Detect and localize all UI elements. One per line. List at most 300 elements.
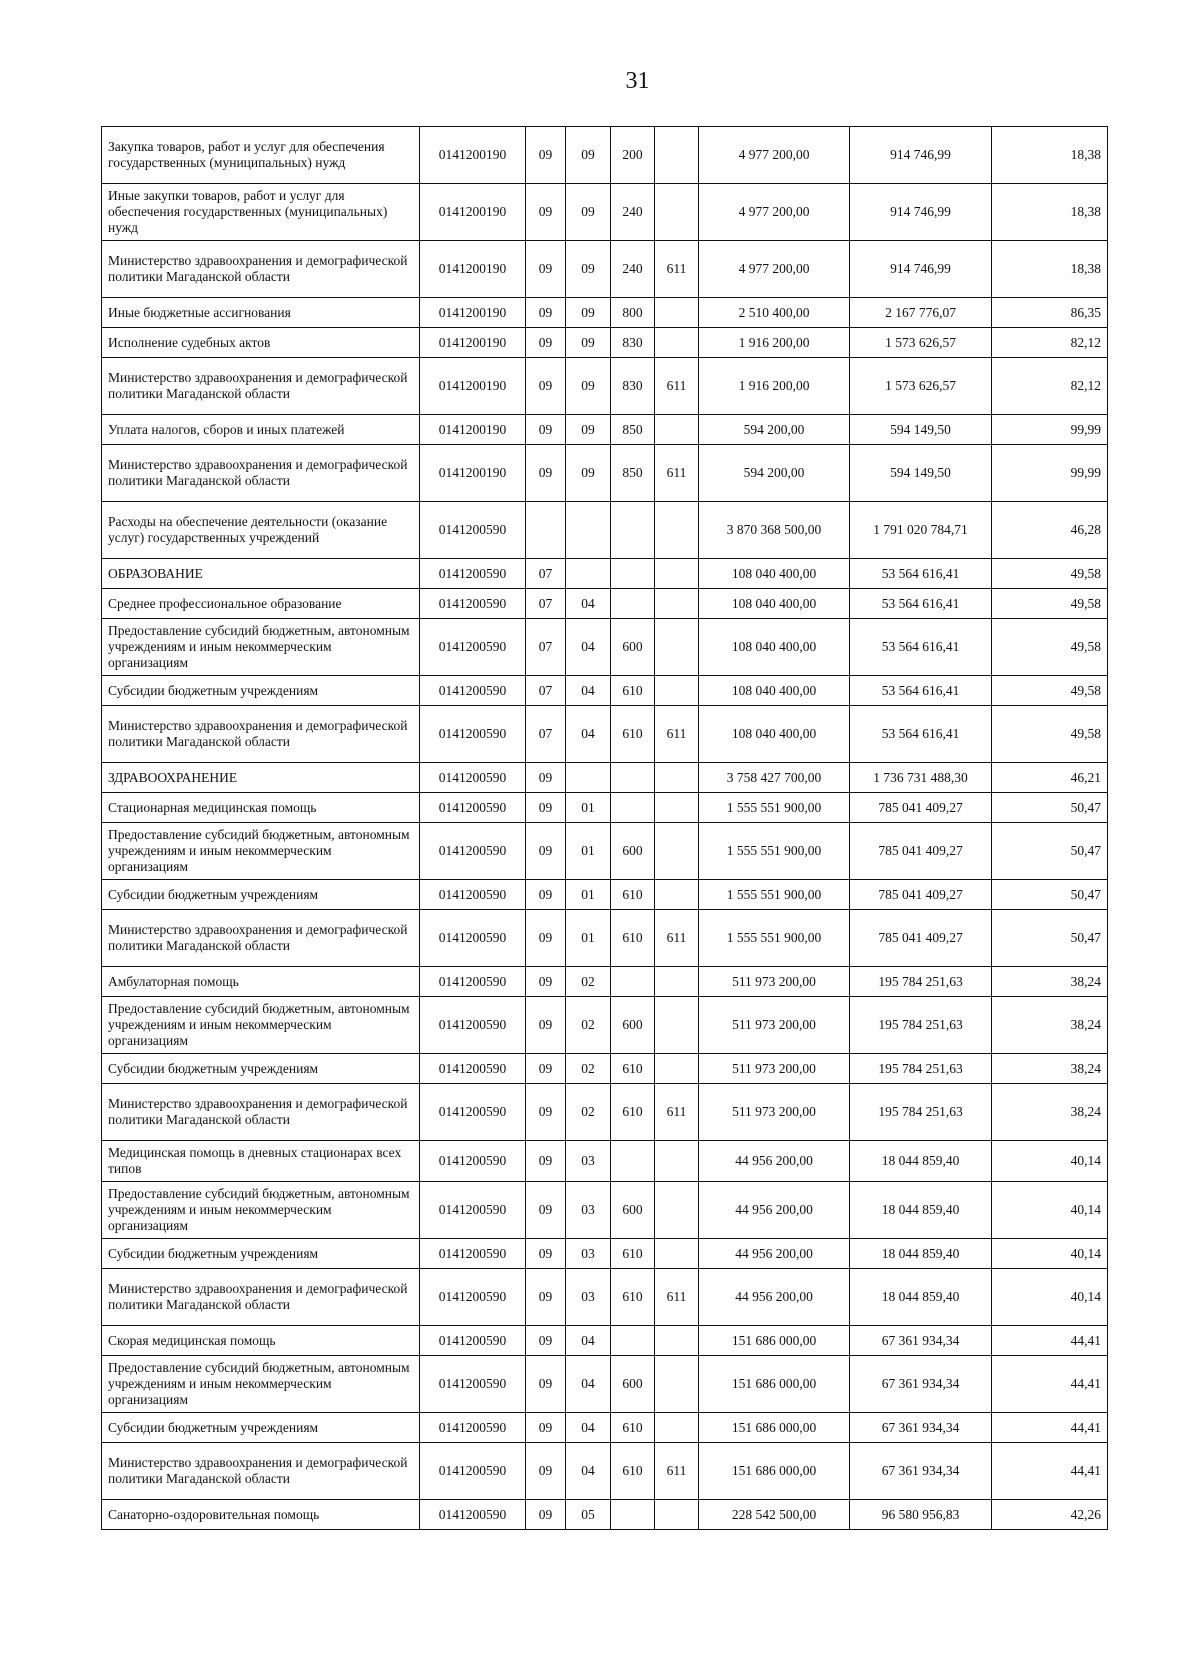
row-section-cell: 09 xyxy=(526,298,566,328)
row-admin-code-cell xyxy=(655,793,699,823)
row-executed-cell: 914 746,99 xyxy=(850,127,992,184)
row-executed-cell: 96 580 956,83 xyxy=(850,1500,992,1530)
row-expense-type-cell xyxy=(611,502,655,559)
row-subsection-cell: 09 xyxy=(566,358,611,415)
row-planned-cell: 1 555 551 900,00 xyxy=(699,793,850,823)
row-percent-cell: 38,24 xyxy=(992,967,1108,997)
row-admin-code-cell xyxy=(655,589,699,619)
row-admin-code-cell xyxy=(655,676,699,706)
table-row xyxy=(102,1443,1108,1500)
row-expense-type-cell: 240 xyxy=(611,184,655,241)
row-code-cell: 0141200590 xyxy=(420,1182,526,1239)
row-code-cell: 0141200590 xyxy=(420,589,526,619)
row-code-cell: 0141200590 xyxy=(420,823,526,880)
row-executed-cell: 195 784 251,63 xyxy=(850,1084,992,1141)
row-executed-cell: 53 564 616,41 xyxy=(850,589,992,619)
row-code-cell: 0141200590 xyxy=(420,880,526,910)
row-executed-cell: 18 044 859,40 xyxy=(850,1239,992,1269)
row-code-cell: 0141200590 xyxy=(420,619,526,676)
row-planned-cell: 1 555 551 900,00 xyxy=(699,823,850,880)
table-row xyxy=(102,1356,1108,1413)
row-section-cell: 09 xyxy=(526,445,566,502)
row-admin-code-cell xyxy=(655,823,699,880)
row-executed-cell: 594 149,50 xyxy=(850,415,992,445)
row-section-cell: 09 xyxy=(526,241,566,298)
table-row xyxy=(102,298,1108,328)
row-name-cell: Министерство здравоохранения и демографической политики Магаданской области xyxy=(102,358,420,415)
row-planned-cell: 1 916 200,00 xyxy=(699,358,850,415)
row-executed-cell: 785 041 409,27 xyxy=(850,823,992,880)
row-code-cell: 0141200590 xyxy=(420,763,526,793)
row-code-cell: 0141200190 xyxy=(420,358,526,415)
row-name-cell: Субсидии бюджетным учреждениям xyxy=(102,1054,420,1084)
row-percent-cell: 50,47 xyxy=(992,793,1108,823)
row-expense-type-cell xyxy=(611,1500,655,1530)
row-percent-cell: 49,58 xyxy=(992,619,1108,676)
table-row xyxy=(102,184,1108,241)
row-subsection-cell: 04 xyxy=(566,706,611,763)
row-percent-cell: 44,41 xyxy=(992,1356,1108,1413)
budget-table xyxy=(101,126,1108,1530)
row-section-cell: 09 xyxy=(526,1500,566,1530)
row-expense-type-cell: 610 xyxy=(611,1054,655,1084)
row-name-cell: Субсидии бюджетным учреждениям xyxy=(102,676,420,706)
row-name-cell: Министерство здравоохранения и демографической политики Магаданской области xyxy=(102,241,420,298)
row-admin-code-cell xyxy=(655,967,699,997)
row-expense-type-cell: 610 xyxy=(611,880,655,910)
row-subsection-cell: 09 xyxy=(566,445,611,502)
row-planned-cell: 511 973 200,00 xyxy=(699,997,850,1054)
row-planned-cell: 108 040 400,00 xyxy=(699,619,850,676)
row-name-cell: Предоставление субсидий бюджетным, автономным учреждениям и иным некоммерческим организациям xyxy=(102,997,420,1054)
row-name-cell: Министерство здравоохранения и демографической политики Магаданской области xyxy=(102,445,420,502)
row-expense-type-cell: 850 xyxy=(611,415,655,445)
row-percent-cell: 44,41 xyxy=(992,1413,1108,1443)
row-name-cell: ОБРАЗОВАНИЕ xyxy=(102,559,420,589)
row-executed-cell: 18 044 859,40 xyxy=(850,1182,992,1239)
table-row xyxy=(102,1413,1108,1443)
row-percent-cell: 50,47 xyxy=(992,880,1108,910)
row-admin-code-cell xyxy=(655,1141,699,1182)
row-percent-cell: 38,24 xyxy=(992,1054,1108,1084)
row-executed-cell: 1 736 731 488,30 xyxy=(850,763,992,793)
row-percent-cell: 44,41 xyxy=(992,1443,1108,1500)
table-row xyxy=(102,358,1108,415)
row-section-cell: 09 xyxy=(526,1239,566,1269)
row-expense-type-cell xyxy=(611,793,655,823)
table-row xyxy=(102,502,1108,559)
row-planned-cell: 228 542 500,00 xyxy=(699,1500,850,1530)
row-admin-code-cell: 611 xyxy=(655,358,699,415)
row-admin-code-cell xyxy=(655,298,699,328)
row-percent-cell: 40,14 xyxy=(992,1141,1108,1182)
table-row xyxy=(102,445,1108,502)
table-row xyxy=(102,241,1108,298)
row-percent-cell: 99,99 xyxy=(992,415,1108,445)
row-name-cell: Министерство здравоохранения и демографической политики Магаданской области xyxy=(102,1443,420,1500)
row-planned-cell: 44 956 200,00 xyxy=(699,1239,850,1269)
row-subsection-cell: 09 xyxy=(566,241,611,298)
row-percent-cell: 82,12 xyxy=(992,328,1108,358)
table-row xyxy=(102,1054,1108,1084)
row-expense-type-cell: 600 xyxy=(611,619,655,676)
row-expense-type-cell: 610 xyxy=(611,1443,655,1500)
row-executed-cell: 53 564 616,41 xyxy=(850,706,992,763)
row-admin-code-cell xyxy=(655,502,699,559)
row-planned-cell: 108 040 400,00 xyxy=(699,589,850,619)
row-code-cell: 0141200590 xyxy=(420,1356,526,1413)
row-name-cell: Расходы на обеспечение деятельности (оказание услуг) государственных учреждений xyxy=(102,502,420,559)
row-section-cell: 07 xyxy=(526,676,566,706)
row-planned-cell: 511 973 200,00 xyxy=(699,967,850,997)
row-subsection-cell: 03 xyxy=(566,1269,611,1326)
row-name-cell: Министерство здравоохранения и демографической политики Магаданской области xyxy=(102,706,420,763)
row-percent-cell: 38,24 xyxy=(992,997,1108,1054)
row-name-cell: Медицинская помощь в дневных стационарах всех типов xyxy=(102,1141,420,1182)
row-expense-type-cell: 600 xyxy=(611,1182,655,1239)
table-row xyxy=(102,328,1108,358)
row-expense-type-cell: 600 xyxy=(611,823,655,880)
row-name-cell: Среднее профессиональное образование xyxy=(102,589,420,619)
row-executed-cell: 18 044 859,40 xyxy=(850,1141,992,1182)
row-section-cell: 07 xyxy=(526,589,566,619)
row-code-cell: 0141200590 xyxy=(420,1054,526,1084)
row-section-cell xyxy=(526,502,566,559)
row-executed-cell: 53 564 616,41 xyxy=(850,559,992,589)
row-percent-cell: 40,14 xyxy=(992,1182,1108,1239)
table-row xyxy=(102,127,1108,184)
table-row xyxy=(102,763,1108,793)
row-code-cell: 0141200190 xyxy=(420,328,526,358)
table-row xyxy=(102,619,1108,676)
row-percent-cell: 49,58 xyxy=(992,589,1108,619)
row-name-cell: Министерство здравоохранения и демографической политики Магаданской области xyxy=(102,1084,420,1141)
row-subsection-cell: 04 xyxy=(566,676,611,706)
row-code-cell: 0141200590 xyxy=(420,502,526,559)
row-planned-cell: 511 973 200,00 xyxy=(699,1084,850,1141)
row-code-cell: 0141200190 xyxy=(420,445,526,502)
row-percent-cell: 38,24 xyxy=(992,1084,1108,1141)
row-percent-cell: 86,35 xyxy=(992,298,1108,328)
row-executed-cell: 67 361 934,34 xyxy=(850,1326,992,1356)
row-subsection-cell: 04 xyxy=(566,1356,611,1413)
row-admin-code-cell xyxy=(655,1356,699,1413)
row-section-cell: 07 xyxy=(526,706,566,763)
row-expense-type-cell: 610 xyxy=(611,1269,655,1326)
row-expense-type-cell xyxy=(611,1326,655,1356)
row-executed-cell: 67 361 934,34 xyxy=(850,1443,992,1500)
row-subsection-cell: 01 xyxy=(566,910,611,967)
row-subsection-cell xyxy=(566,559,611,589)
row-code-cell: 0141200590 xyxy=(420,1084,526,1141)
row-percent-cell: 82,12 xyxy=(992,358,1108,415)
row-section-cell: 09 xyxy=(526,1141,566,1182)
row-executed-cell: 195 784 251,63 xyxy=(850,967,992,997)
row-section-cell: 09 xyxy=(526,415,566,445)
row-section-cell: 09 xyxy=(526,328,566,358)
table-row xyxy=(102,880,1108,910)
row-subsection-cell: 09 xyxy=(566,328,611,358)
row-executed-cell: 2 167 776,07 xyxy=(850,298,992,328)
row-expense-type-cell: 800 xyxy=(611,298,655,328)
row-code-cell: 0141200590 xyxy=(420,793,526,823)
row-subsection-cell: 04 xyxy=(566,619,611,676)
row-expense-type-cell: 610 xyxy=(611,676,655,706)
row-expense-type-cell: 610 xyxy=(611,1084,655,1141)
row-code-cell: 0141200590 xyxy=(420,1326,526,1356)
row-executed-cell: 53 564 616,41 xyxy=(850,619,992,676)
row-admin-code-cell xyxy=(655,1054,699,1084)
row-planned-cell: 108 040 400,00 xyxy=(699,559,850,589)
row-code-cell: 0141200590 xyxy=(420,1500,526,1530)
row-planned-cell: 44 956 200,00 xyxy=(699,1141,850,1182)
page-number: 31 xyxy=(625,68,650,94)
row-name-cell: Амбулаторная помощь xyxy=(102,967,420,997)
row-planned-cell: 1 555 551 900,00 xyxy=(699,910,850,967)
row-subsection-cell xyxy=(566,502,611,559)
table-row xyxy=(102,1239,1108,1269)
row-admin-code-cell: 611 xyxy=(655,241,699,298)
row-executed-cell: 1 573 626,57 xyxy=(850,328,992,358)
row-planned-cell: 108 040 400,00 xyxy=(699,676,850,706)
row-name-cell: Министерство здравоохранения и демографической политики Магаданской области xyxy=(102,910,420,967)
row-subsection-cell: 05 xyxy=(566,1500,611,1530)
row-executed-cell: 914 746,99 xyxy=(850,184,992,241)
row-expense-type-cell: 240 xyxy=(611,241,655,298)
table-row xyxy=(102,1084,1108,1141)
row-percent-cell: 46,21 xyxy=(992,763,1108,793)
row-executed-cell: 785 041 409,27 xyxy=(850,880,992,910)
row-admin-code-cell xyxy=(655,1413,699,1443)
table-row xyxy=(102,997,1108,1054)
row-subsection-cell: 02 xyxy=(566,997,611,1054)
row-subsection-cell: 01 xyxy=(566,823,611,880)
table-row xyxy=(102,1141,1108,1182)
row-code-cell: 0141200590 xyxy=(420,967,526,997)
row-admin-code-cell: 611 xyxy=(655,1084,699,1141)
row-percent-cell: 44,41 xyxy=(992,1326,1108,1356)
row-name-cell: Предоставление субсидий бюджетным, автономным учреждениям и иным некоммерческим организациям xyxy=(102,1182,420,1239)
row-name-cell: Субсидии бюджетным учреждениям xyxy=(102,1239,420,1269)
row-section-cell: 09 xyxy=(526,793,566,823)
row-subsection-cell: 03 xyxy=(566,1239,611,1269)
row-code-cell: 0141200190 xyxy=(420,241,526,298)
row-planned-cell: 594 200,00 xyxy=(699,445,850,502)
table-row xyxy=(102,1182,1108,1239)
row-section-cell: 09 xyxy=(526,997,566,1054)
row-admin-code-cell xyxy=(655,328,699,358)
row-code-cell: 0141200190 xyxy=(420,415,526,445)
table-row xyxy=(102,823,1108,880)
row-subsection-cell: 09 xyxy=(566,298,611,328)
row-expense-type-cell: 610 xyxy=(611,1413,655,1443)
row-code-cell: 0141200590 xyxy=(420,1413,526,1443)
row-subsection-cell: 01 xyxy=(566,793,611,823)
row-subsection-cell: 04 xyxy=(566,1443,611,1500)
table-row xyxy=(102,1269,1108,1326)
row-name-cell: Иные закупки товаров, работ и услуг для обеспечения государственных (муниципальных) нужд xyxy=(102,184,420,241)
row-name-cell: Предоставление субсидий бюджетным, автономным учреждениям и иным некоммерческим организациям xyxy=(102,619,420,676)
row-expense-type-cell: 610 xyxy=(611,1239,655,1269)
row-code-cell: 0141200590 xyxy=(420,676,526,706)
row-section-cell: 09 xyxy=(526,967,566,997)
row-name-cell: Предоставление субсидий бюджетным, автономным учреждениям и иным некоммерческим организациям xyxy=(102,1356,420,1413)
row-subsection-cell xyxy=(566,763,611,793)
row-planned-cell: 511 973 200,00 xyxy=(699,1054,850,1084)
row-section-cell: 09 xyxy=(526,1054,566,1084)
row-percent-cell: 18,38 xyxy=(992,127,1108,184)
row-admin-code-cell xyxy=(655,619,699,676)
row-percent-cell: 49,58 xyxy=(992,706,1108,763)
row-code-cell: 0141200590 xyxy=(420,1239,526,1269)
row-name-cell: Стационарная медицинская помощь xyxy=(102,793,420,823)
table-row xyxy=(102,910,1108,967)
row-expense-type-cell: 600 xyxy=(611,1356,655,1413)
row-expense-type-cell: 610 xyxy=(611,706,655,763)
row-executed-cell: 67 361 934,34 xyxy=(850,1413,992,1443)
table-row xyxy=(102,967,1108,997)
row-code-cell: 0141200590 xyxy=(420,910,526,967)
row-percent-cell: 40,14 xyxy=(992,1269,1108,1326)
row-section-cell: 09 xyxy=(526,358,566,415)
row-percent-cell: 46,28 xyxy=(992,502,1108,559)
row-subsection-cell: 04 xyxy=(566,1413,611,1443)
row-expense-type-cell: 850 xyxy=(611,445,655,502)
row-name-cell: Субсидии бюджетным учреждениям xyxy=(102,880,420,910)
row-section-cell: 09 xyxy=(526,1443,566,1500)
row-admin-code-cell: 611 xyxy=(655,1443,699,1500)
row-expense-type-cell xyxy=(611,967,655,997)
table-row xyxy=(102,559,1108,589)
row-expense-type-cell xyxy=(611,559,655,589)
row-percent-cell: 49,58 xyxy=(992,559,1108,589)
row-planned-cell: 4 977 200,00 xyxy=(699,127,850,184)
row-section-cell: 09 xyxy=(526,910,566,967)
row-code-cell: 0141200590 xyxy=(420,1269,526,1326)
row-executed-cell: 18 044 859,40 xyxy=(850,1269,992,1326)
row-name-cell: Скорая медицинская помощь xyxy=(102,1326,420,1356)
row-admin-code-cell xyxy=(655,997,699,1054)
row-planned-cell: 1 916 200,00 xyxy=(699,328,850,358)
row-section-cell: 07 xyxy=(526,559,566,589)
row-name-cell: Субсидии бюджетным учреждениям xyxy=(102,1413,420,1443)
row-expense-type-cell: 200 xyxy=(611,127,655,184)
row-code-cell: 0141200190 xyxy=(420,127,526,184)
row-expense-type-cell xyxy=(611,1141,655,1182)
budget-table-body xyxy=(102,127,1108,1530)
row-planned-cell: 3 758 427 700,00 xyxy=(699,763,850,793)
row-name-cell: Санаторно-оздоровительная помощь xyxy=(102,1500,420,1530)
row-subsection-cell: 04 xyxy=(566,1326,611,1356)
table-row xyxy=(102,1500,1108,1530)
row-section-cell: 09 xyxy=(526,1413,566,1443)
row-section-cell: 09 xyxy=(526,184,566,241)
row-subsection-cell: 09 xyxy=(566,415,611,445)
row-section-cell: 07 xyxy=(526,619,566,676)
row-section-cell: 09 xyxy=(526,763,566,793)
row-planned-cell: 1 555 551 900,00 xyxy=(699,880,850,910)
row-executed-cell: 785 041 409,27 xyxy=(850,793,992,823)
row-section-cell: 09 xyxy=(526,880,566,910)
row-percent-cell: 50,47 xyxy=(992,823,1108,880)
row-name-cell: Закупка товаров, работ и услуг для обеспечения государственных (муниципальных) нужд xyxy=(102,127,420,184)
row-planned-cell: 151 686 000,00 xyxy=(699,1326,850,1356)
row-percent-cell: 49,58 xyxy=(992,676,1108,706)
row-section-cell: 09 xyxy=(526,823,566,880)
row-admin-code-cell: 611 xyxy=(655,1269,699,1326)
row-admin-code-cell xyxy=(655,1239,699,1269)
row-admin-code-cell xyxy=(655,1500,699,1530)
row-admin-code-cell xyxy=(655,559,699,589)
row-subsection-cell: 02 xyxy=(566,1084,611,1141)
row-subsection-cell: 02 xyxy=(566,1054,611,1084)
row-subsection-cell: 04 xyxy=(566,589,611,619)
row-executed-cell: 785 041 409,27 xyxy=(850,910,992,967)
table-row xyxy=(102,706,1108,763)
row-executed-cell: 914 746,99 xyxy=(850,241,992,298)
row-subsection-cell: 03 xyxy=(566,1182,611,1239)
row-subsection-cell: 01 xyxy=(566,880,611,910)
row-expense-type-cell xyxy=(611,763,655,793)
row-admin-code-cell xyxy=(655,1326,699,1356)
row-admin-code-cell: 611 xyxy=(655,910,699,967)
row-executed-cell: 67 361 934,34 xyxy=(850,1356,992,1413)
row-executed-cell: 195 784 251,63 xyxy=(850,997,992,1054)
row-percent-cell: 99,99 xyxy=(992,445,1108,502)
row-percent-cell: 42,26 xyxy=(992,1500,1108,1530)
row-expense-type-cell xyxy=(611,589,655,619)
row-admin-code-cell xyxy=(655,127,699,184)
row-subsection-cell: 09 xyxy=(566,127,611,184)
row-section-cell: 09 xyxy=(526,127,566,184)
row-name-cell: Исполнение судебных актов xyxy=(102,328,420,358)
table-row xyxy=(102,1326,1108,1356)
row-executed-cell: 594 149,50 xyxy=(850,445,992,502)
row-code-cell: 0141200590 xyxy=(420,1141,526,1182)
row-section-cell: 09 xyxy=(526,1182,566,1239)
row-name-cell: Министерство здравоохранения и демографической политики Магаданской области xyxy=(102,1269,420,1326)
row-section-cell: 09 xyxy=(526,1356,566,1413)
row-executed-cell: 1 573 626,57 xyxy=(850,358,992,415)
row-admin-code-cell: 611 xyxy=(655,706,699,763)
row-planned-cell: 4 977 200,00 xyxy=(699,184,850,241)
row-code-cell: 0141200190 xyxy=(420,298,526,328)
table-row xyxy=(102,415,1108,445)
row-expense-type-cell: 600 xyxy=(611,997,655,1054)
row-name-cell: Иные бюджетные ассигнования xyxy=(102,298,420,328)
row-subsection-cell: 02 xyxy=(566,967,611,997)
table-row xyxy=(102,589,1108,619)
row-code-cell: 0141200590 xyxy=(420,1443,526,1500)
row-expense-type-cell: 610 xyxy=(611,910,655,967)
row-section-cell: 09 xyxy=(526,1326,566,1356)
row-percent-cell: 18,38 xyxy=(992,184,1108,241)
row-executed-cell: 53 564 616,41 xyxy=(850,676,992,706)
row-code-cell: 0141200590 xyxy=(420,559,526,589)
row-admin-code-cell xyxy=(655,763,699,793)
row-admin-code-cell: 611 xyxy=(655,445,699,502)
table-row xyxy=(102,793,1108,823)
row-name-cell: ЗДРАВООХРАНЕНИЕ xyxy=(102,763,420,793)
row-admin-code-cell xyxy=(655,880,699,910)
row-code-cell: 0141200590 xyxy=(420,997,526,1054)
row-section-cell: 09 xyxy=(526,1084,566,1141)
row-code-cell: 0141200190 xyxy=(420,184,526,241)
row-planned-cell: 2 510 400,00 xyxy=(699,298,850,328)
row-planned-cell: 4 977 200,00 xyxy=(699,241,850,298)
row-subsection-cell: 03 xyxy=(566,1141,611,1182)
row-admin-code-cell xyxy=(655,415,699,445)
